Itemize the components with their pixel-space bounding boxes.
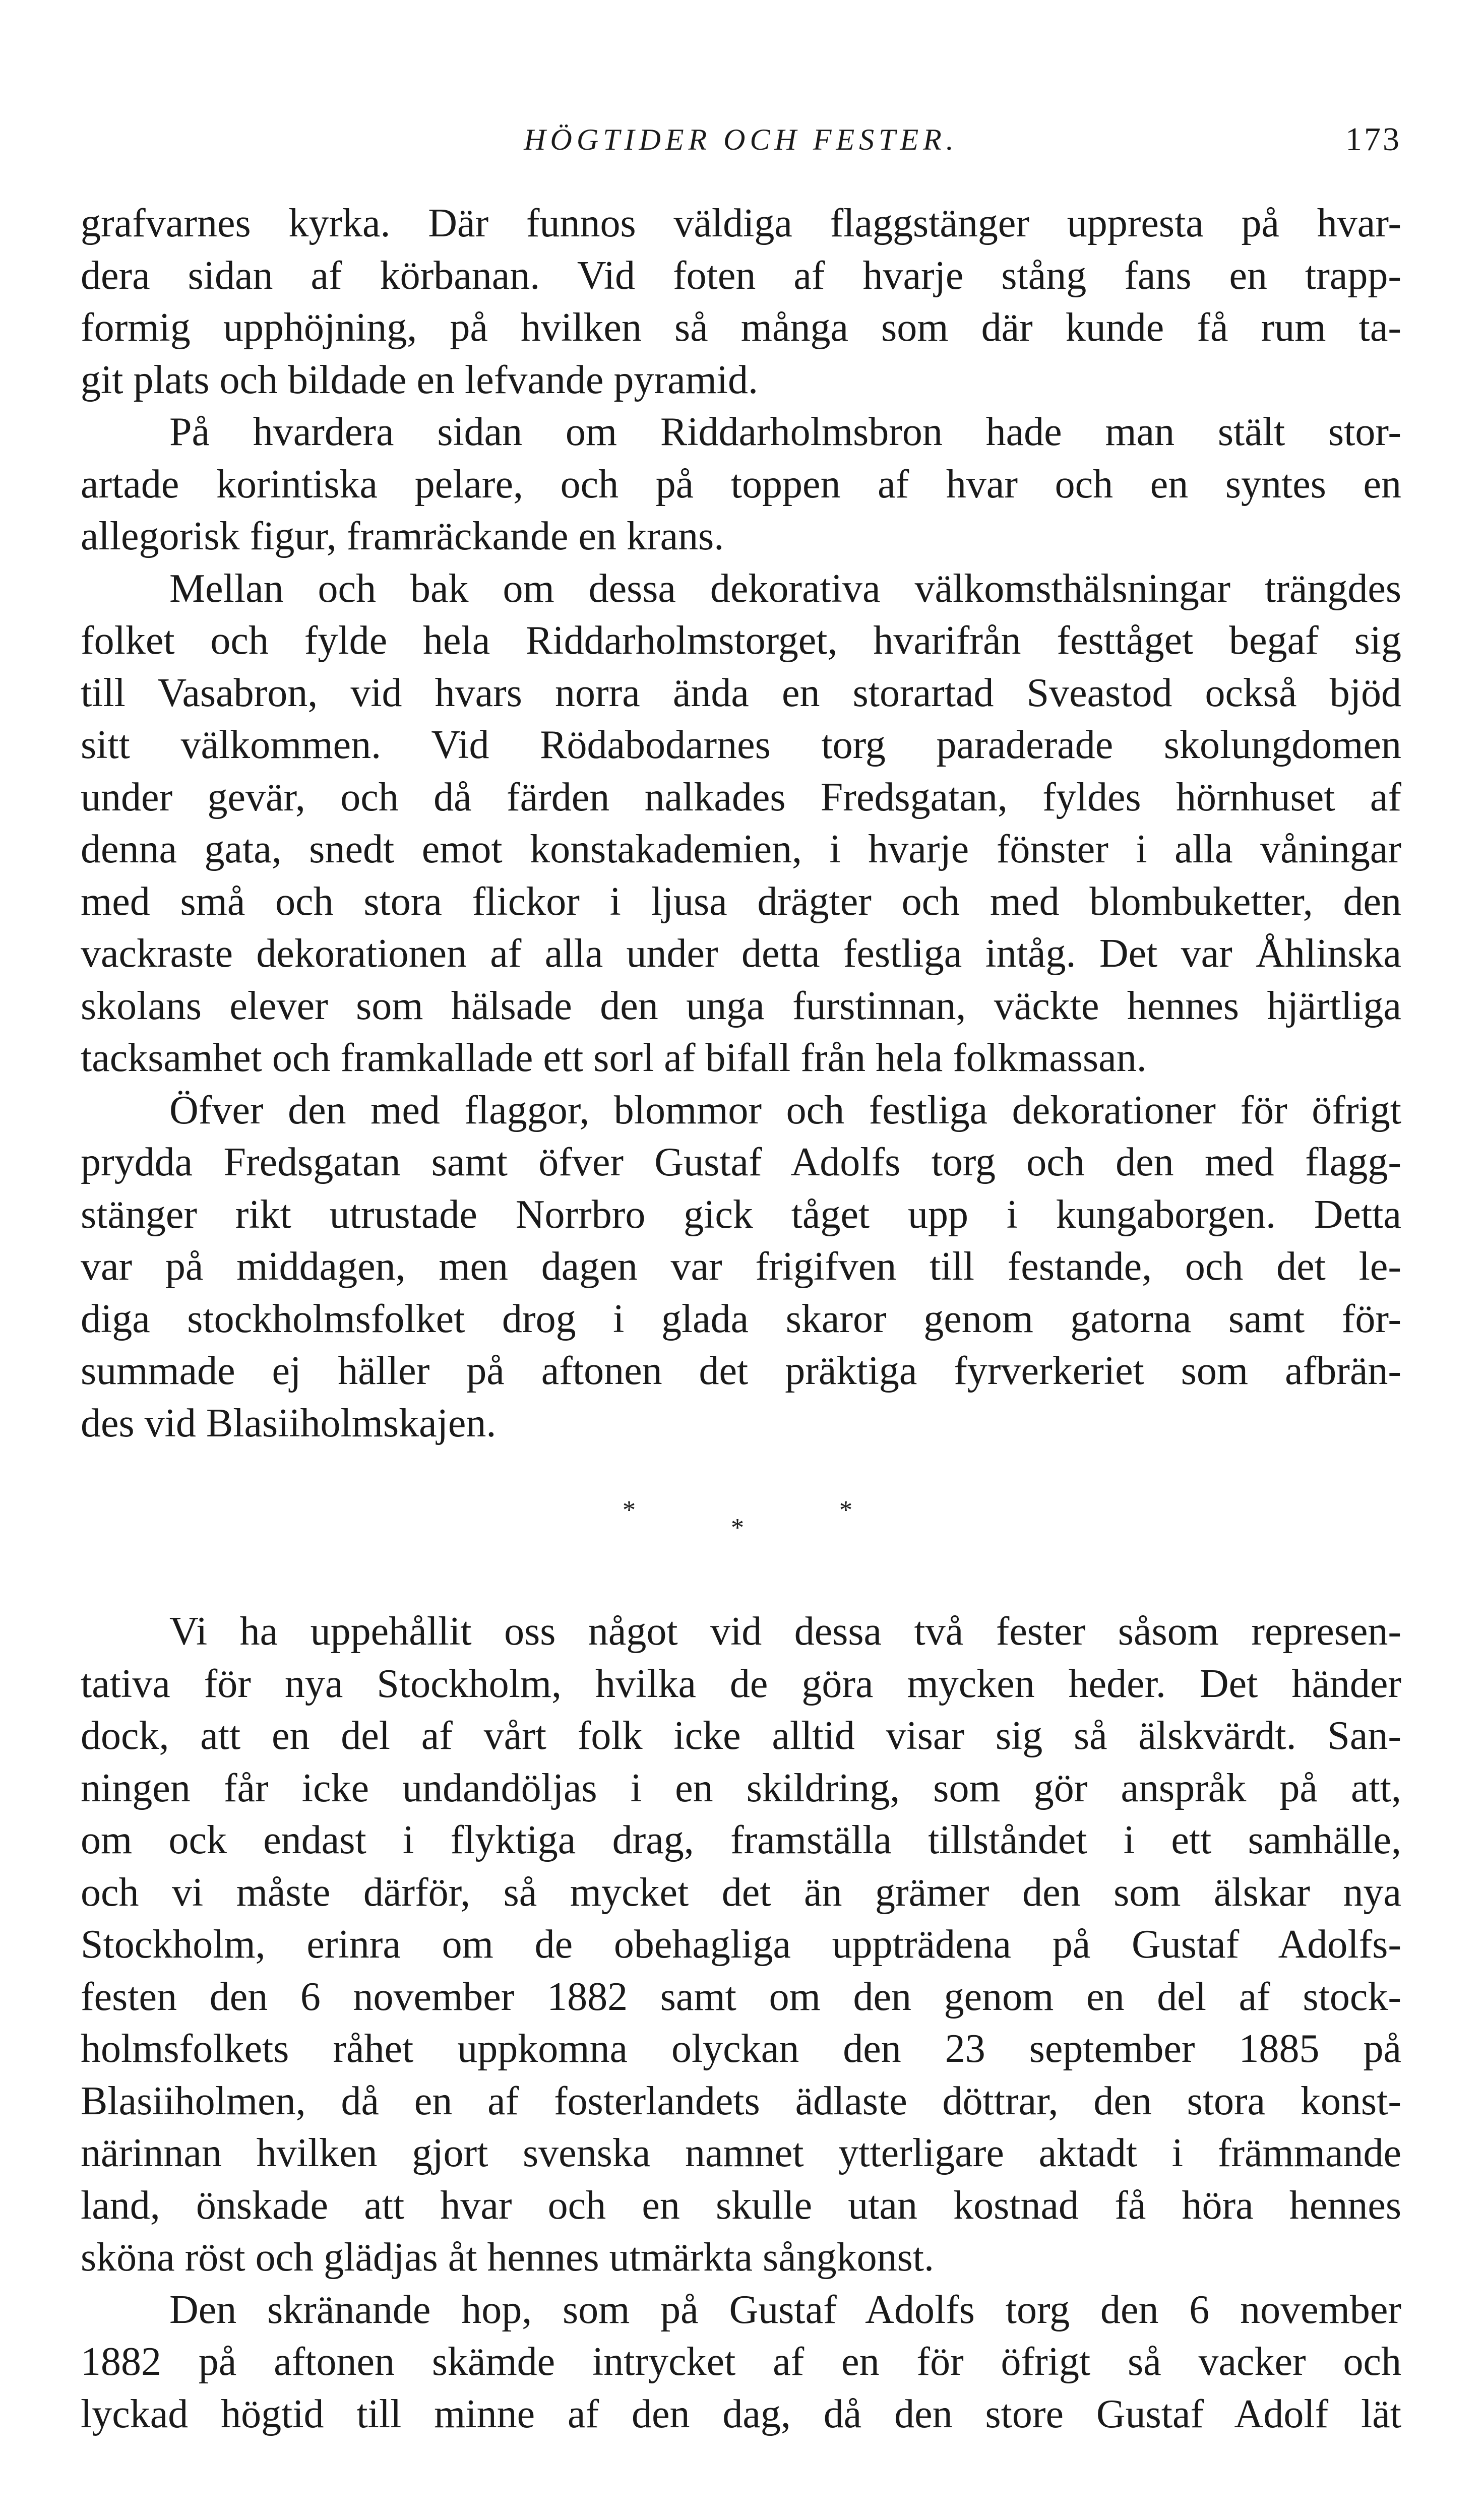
text-line: om ock endast i flyktiga drag, framställa tillståndet i ett samhälle, [81, 1818, 1401, 1862]
text-line: des vid Blasiiholmskajen. [81, 1401, 497, 1445]
asterisk: * [731, 1514, 744, 1542]
text-line: Stockholm, erinra om de obehagliga uppträdena på Gustaf Adolfs- [81, 1922, 1401, 1967]
text-line: git plats och bildade en lefvande pyramid. [81, 357, 759, 402]
text-line: formig upphöjning, på hvilken så många som där kunde få rum ta- [81, 305, 1401, 350]
paragraph [81, 1606, 1401, 2284]
text-line: summade ej häller på aftonen det präktiga fyrverkeriet som afbrän- [81, 1349, 1401, 1393]
text-line: Öfver den med flaggor, blommor och festliga dekorationer för öfrigt [169, 1088, 1401, 1132]
text-line: grafvarnes kyrka. Där funnos väldiga flaggstänger uppresta på hvar- [81, 201, 1401, 245]
paragraph [81, 1085, 1401, 1450]
text-line: dera sidan af körbanan. Vid foten af hvarje stång fans en trapp- [81, 253, 1401, 298]
body-text [81, 198, 1401, 2440]
text-line: diga stockholmsfolket drog i glada skaror genom gatorna samt för- [81, 1296, 1401, 1341]
text-line: holmsfolkets råhet uppkomna olyckan den 23 september 1885 på [81, 2027, 1401, 2071]
text-line: land, önskade att hvar och en skulle utan kostnad få höra hennes [81, 2183, 1401, 2228]
text-line: Blasiiholmen, då en af fosterlandets ädlaste döttrar, den stora konst- [81, 2078, 1401, 2123]
text-line: var på middagen, men dagen var frigifven till festande, och det le- [81, 1244, 1401, 1289]
text-line: och vi måste därför, så mycket det än grämer den som älskar nya [81, 1870, 1401, 1915]
running-head-title: HÖGTIDER OCH FESTER. [524, 123, 958, 156]
paragraph [81, 563, 1401, 1085]
paragraph [81, 2284, 1401, 2441]
text-line: sköna röst och glädjas åt hennes utmärkta sångkonst. [81, 2235, 934, 2280]
asterisk: * [839, 1496, 852, 1525]
text-line: tativa för nya Stockholm, hvilka de göra mycken heder. Det händer [81, 1661, 1401, 1706]
text-line: allegorisk figur, framräckande en krans. [81, 514, 724, 558]
text-line: till Vasabron, vid hvars norra ända en storartad Sveastod också bjöd [81, 670, 1401, 715]
text-line: under gevär, och då färden nalkades Fredsgatan, fyldes hörnhuset af [81, 775, 1401, 820]
running-head [81, 117, 1401, 162]
text-line: stänger rikt utrustade Norrbro gick tåget upp i kungaborgen. Detta [81, 1192, 1401, 1237]
section-separator [81, 1450, 1401, 1606]
text-line: dock, att en del af vårt folk icke alltid visar sig så älskvärdt. San- [81, 1714, 1401, 1758]
text-line: sitt välkommen. Vid Rödabodarnes torg paraderade skolungdomen [81, 723, 1401, 767]
text-line: prydda Fredsgatan samt öfver Gustaf Adolfs torg och den med flagg- [81, 1140, 1401, 1184]
text-line: tacksamhet och framkallade ett sorl af bifall från hela folkmassan. [81, 1036, 1147, 1080]
text-line: ningen får icke undandöljas i en skildring, som gör anspråk på att, [81, 1766, 1401, 1810]
text-line: lyckad högtid till minne af den dag, då den store Gustaf Adolf lät [81, 2391, 1401, 2436]
text-line: Vi ha uppehållit oss något vid dessa två fester såsom represen- [169, 1609, 1401, 1654]
asterisk: * [623, 1496, 636, 1525]
text-line: festen den 6 november 1882 samt om den genom en del af stock- [81, 1974, 1401, 2019]
text-line: På hvardera sidan om Riddarholmsbron hade man stält stor- [169, 410, 1401, 454]
text-line: vackraste dekorationen af alla under detta festliga intåg. Det var Åhlinska [81, 931, 1401, 976]
text-line: närinnan hvilken gjort svenska namnet ytterligare aktadt i främmande [81, 2131, 1401, 2175]
text-line: med små och stora flickor i ljusa drägter och med blombuketter, den [81, 879, 1401, 924]
text-line: artade korintiska pelare, och på toppen af hvar och en syntes en [81, 462, 1401, 507]
text-line: Den skränande hop, som på Gustaf Adolfs torg den 6 november [169, 2287, 1401, 2332]
text-line: folket och fylde hela Riddarholmstorget, hvarifrån festtåget begaf sig [81, 618, 1401, 663]
paragraph [81, 198, 1401, 406]
text-line: skolans elever som hälsade den unga furstinnan, väckte hennes hjärtliga [81, 983, 1401, 1028]
text-line: denna gata, snedt emot konstakademien, i hvarje fönster i alla våningar [81, 827, 1401, 871]
text-line: 1882 på aftonen skämde intrycket af en för öfrigt så vacker och [81, 2340, 1401, 2384]
paragraph [81, 406, 1401, 563]
page-number: 173 [1345, 121, 1401, 158]
text-line: Mellan och bak om dessa dekorativa välkomsthälsningar trängdes [169, 566, 1401, 611]
